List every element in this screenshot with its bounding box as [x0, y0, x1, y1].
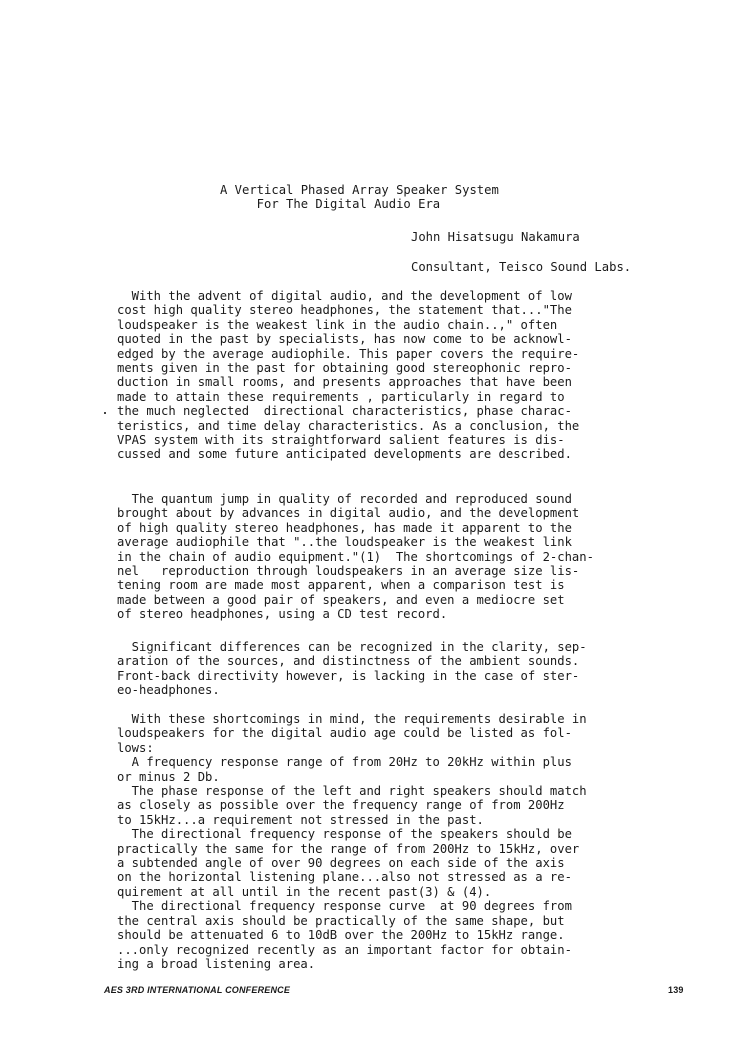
abstract-paragraph: With the advent of digital audio, and the development of low cost high quality stereo headphones, the statement that..."The loudspeaker is the weakest link in the audio chain..," often quoted in the past by specialists, has now come to be acknowl- edged by the average audiophile. This paper covers the require- ments given in the past for obtaining good stereophonic repro- duction in small rooms, and presents approaches that have been made to attain these requirements , particularly in regard to the much neglected directional characteristics, phase charac- teristics, and time delay characteristics. As a conclusion, the VPAS system with its straightforward salient features is dis- cussed and some future anticipated developments are described.	[117, 289, 580, 462]
conference-footer: AES 3RD INTERNATIONAL CONFERENCE	[104, 985, 291, 995]
body-paragraph-1: The quantum jump in quality of recorded and reproduced sound brought about by advances in digital audio, and the development of high quality stereo headphones, has made it apparent to the average audiophile that "..the loudspeaker is the weakest link in the chain of audio equipment."(1) The shortcomings of 2-chan- nel reproduction through loudspeakers in an average size lis- tening room are made most apparent, when a comparison test is made between a good pair of speakers, and even a mediocre set of stereo headphones, using a CD test record.	[117, 492, 594, 622]
title-line-1: A Vertical Phased Array Speaker System	[220, 183, 499, 197]
margin-mark	[104, 412, 106, 414]
body-paragraph-2: Significant differences can be recognized in the clarity, sep- aration of the sources, and distinctness of the ambient sounds. Front-back directivity however, is lacking in the case of ster- eo-headphones.	[117, 640, 587, 698]
author-name: John Hisatsugu Nakamura	[411, 230, 580, 244]
author-affiliation: Consultant, Teisco Sound Labs.	[411, 260, 632, 274]
title-line-2: For The Digital Audio Era	[220, 197, 441, 212]
paper-title	[220, 183, 499, 212]
body-paragraph-3: With these shortcomings in mind, the requirements desirable in loudspeakers for the digital audio age could be listed as fol- lows: A frequency response range of from 20Hz to 20kHz within plus or minus 2 Db. The phase response of the left and right speakers should match as closely as possible over the frequency range of from 200Hz to 15kHz...a requirement not stressed in the past. The directional frequency response of the speakers should be practically the same for the range of from 200Hz to 15kHz, over a subtended angle of over 90 degrees on each side of the axis on the horizontal listening plane...also not stressed as a re- quirement at all until in the recent past(3) & (4). The directional frequency response curve at 90 degrees from the central axis should be practically of the same shape, but should be attenuated 6 to 10dB over the 200Hz to 15kHz range. ...only recognized recently as an important factor for obtain- ing a broad listening area.	[117, 712, 587, 971]
page-number: 139	[668, 985, 684, 995]
